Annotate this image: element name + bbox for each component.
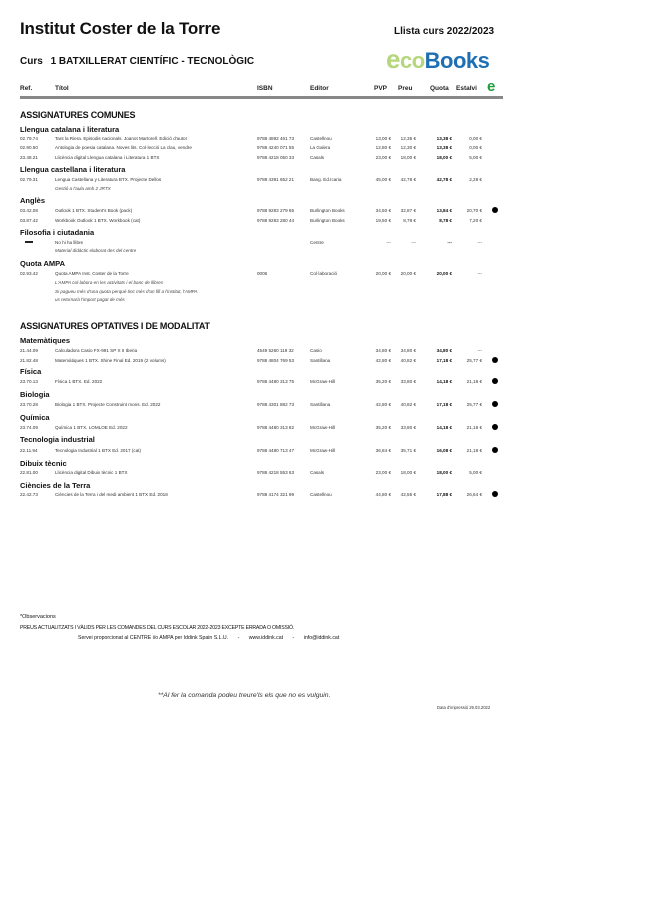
cell-estalvi: 0,00 €: [469, 145, 482, 150]
cell-ref: 23.48.21: [20, 155, 38, 160]
cell-preu: 42,55 €: [400, 492, 416, 497]
cell-quota: 17,88 €: [436, 492, 452, 497]
subject-title: Química: [20, 413, 50, 422]
cell-pvp: 35,20 €: [375, 425, 391, 430]
logo-e: e: [386, 44, 400, 74]
header-rule: [20, 96, 503, 99]
row-note: L'AMPA col·labora en les activitats i el banc de llibres: [55, 280, 164, 285]
cell-ref: 23.70.28: [20, 402, 38, 407]
cell-pvp: ---: [386, 240, 391, 245]
service-web-link[interactable]: www.iddink.cat: [248, 635, 284, 641]
savings-dot-icon: [492, 401, 498, 407]
cell-ref: 21.82.48: [20, 358, 38, 363]
cell-preu: 42,78 €: [400, 177, 416, 182]
column-header-pvp: PVP: [374, 85, 388, 92]
cell-estalvi: ---: [477, 271, 482, 276]
cell-quota: 34,80 €: [436, 348, 452, 353]
cell-isbn: 9788 4480 313 75: [257, 379, 295, 384]
cell-editor: Bang. Ed.Icaria: [310, 177, 342, 182]
savings-dot-icon: [492, 378, 498, 384]
cell-editor: McGraw-Hill: [310, 448, 336, 453]
book-row: [20, 155, 510, 163]
subject-title: Tecnologia industrial: [20, 435, 95, 444]
column-header-quota: Quota: [430, 85, 449, 92]
cell-preu: 18,00 €: [400, 155, 416, 160]
cell-editor: Centre: [310, 240, 324, 245]
column-header-editor: Editor: [310, 85, 329, 92]
savings-dot-icon: [492, 447, 498, 453]
cell-estalvi: 25,77 €: [466, 402, 482, 407]
cell-title: Matemàtiques 1 BTX. Shine Final Ed. 2019 (2 volums): [55, 358, 166, 363]
cell-ref: 22.81.00: [20, 470, 38, 475]
cell-estalvi: 5,00 €: [469, 155, 482, 160]
cell-estalvi: 21,18 €: [466, 425, 482, 430]
cell-preu: 20,00 €: [400, 271, 416, 276]
cell-pvp: 20,00 €: [375, 271, 391, 276]
cell-isbn: 9788 4892 461 73: [257, 136, 295, 141]
cell-isbn: 9788 4804 769 53: [257, 358, 295, 363]
cell-isbn: 9788 4240 071 55: [257, 145, 295, 150]
no-book-dash-icon: [25, 241, 33, 243]
cell-preu: 40,82 €: [400, 358, 416, 363]
service-separator: -: [292, 635, 295, 641]
cell-pvp: 12,80 €: [375, 145, 391, 150]
cell-editor: La Galera: [310, 145, 331, 150]
service-text: Servei proporcionat al CENTRE i/o AMPA per Iddink Spain S.L.U.: [78, 635, 229, 641]
book-row: [20, 348, 510, 356]
book-row: [20, 208, 510, 216]
cell-pvp: 36,84 €: [375, 448, 391, 453]
book-row: [20, 425, 510, 433]
cell-ref: 22.11.94: [20, 448, 38, 453]
column-header-preu: Preu: [398, 85, 413, 92]
cell-editor: Casals: [310, 155, 325, 160]
cell-quota: 13,84 €: [436, 208, 452, 213]
book-row: [20, 271, 510, 279]
book-row: [20, 240, 510, 248]
cell-editor: Casals: [310, 470, 325, 475]
course-heading: [20, 56, 254, 67]
cell-ref: 02.93.42: [20, 271, 38, 276]
cell-title: Biologia 1 BTX. Projecte Construint mons. Ed. 2022: [55, 402, 161, 407]
cell-quota: 18,00 €: [436, 470, 452, 475]
cell-estalvi: 25,77 €: [466, 358, 482, 363]
cell-quota: 16,08 €: [436, 448, 452, 453]
cell-preu: 12,35 €: [400, 136, 416, 141]
course-name: 1 BATXILLERAT CIENTÍFIC - TECNOLÒGIC: [50, 56, 255, 67]
cell-quota: 18,00 €: [436, 155, 452, 160]
cell-ref: 21.44.09: [20, 348, 38, 353]
cell-title: Física 1 BTX. Ed. 2022: [55, 379, 103, 384]
row-note: us retornarà l'import pagat de més: [55, 297, 125, 302]
row-note: Gestió a l'aula amb 2 JRTX: [55, 186, 111, 191]
cell-title: Outlook 1 BTX. Student's Book (pack): [55, 208, 133, 213]
school-title: Institut Coster de la Torre: [20, 19, 221, 38]
logo-co: co: [399, 48, 425, 73]
cell-estalvi: 26,64 €: [466, 492, 482, 497]
cell-isbn: 9788 4218 050 33: [257, 155, 295, 160]
cell-title: Lengua Castellana y Literatura BTX. Projecte Dellos: [55, 177, 162, 182]
subject-title: Quota AMPA: [20, 259, 65, 268]
row-note: Si pagueu més d'una quota perquè tinc més d'un fill a l'institut, l'AMPA: [55, 289, 198, 294]
comanda-note: **Al fer la comanda podeu treure'ls els que no es vulguin.: [158, 692, 331, 699]
row-note: Material didàctic elaborat des del centre: [55, 248, 137, 253]
cell-ref: 02.90.50: [20, 145, 38, 150]
book-row: [20, 177, 510, 185]
subject-title: Dibuix tècnic: [20, 459, 67, 468]
book-row: [20, 470, 510, 478]
cell-ref: 23.74.09: [20, 425, 38, 430]
savings-dot-icon: [492, 207, 498, 213]
cell-ref: 22.42.73: [20, 492, 38, 497]
cell-title: Llicència digital Dibuix tècnic 1 BTX: [55, 470, 128, 475]
cell-isbn: 9788 4174 321 99: [257, 492, 295, 497]
subject-title: Matemàtiques: [20, 336, 71, 345]
cell-quota: 17,18 €: [436, 402, 452, 407]
course-label: Curs: [20, 56, 43, 67]
cell-estalvi: 21,18 €: [466, 379, 482, 384]
cell-quota: 42,78 €: [436, 177, 452, 182]
cell-isbn: 9788 4301 882 73: [257, 402, 295, 407]
cell-preu: 33,80 €: [400, 379, 416, 384]
cell-estalvi: ---: [477, 240, 482, 245]
book-row: [20, 358, 510, 366]
cell-title: Calculadora Casio FX-991 SP X II Iberia: [55, 348, 138, 353]
cell-preu: 40,82 €: [400, 402, 416, 407]
observations-line: PREUS ACTUALITZATS I VÀLIDS PER LES COMANDES DEL CURS ESCOLAR 2022-2023 EXCEPTE ERRADA O OMISSIÓ.: [20, 625, 295, 631]
cell-editor: Santillana: [310, 402, 331, 407]
cell-pvp: 34,50 €: [375, 208, 391, 213]
book-row: [20, 145, 510, 153]
cell-quota: 13,38 €: [436, 136, 452, 141]
cell-preu: 18,00 €: [400, 470, 416, 475]
cell-isbn: 9788 9283 279 65: [257, 208, 295, 213]
book-row: [20, 402, 510, 410]
cell-pvp: 34,80 €: [375, 348, 391, 353]
book-row: [20, 136, 510, 144]
cell-preu: 32,87 €: [400, 208, 416, 213]
cell-isbn: 0006: [257, 271, 268, 276]
cell-estalvi: 7,20 €: [469, 218, 482, 223]
cell-preu: 8,78 €: [403, 218, 416, 223]
cell-title: Workbook Outlook 1 BTX. Workbook (cat): [55, 218, 141, 223]
subject-title: Llengua catalana i literatura: [20, 125, 120, 134]
subject-title: Llengua castellana i literatura: [20, 165, 126, 174]
cell-editor: McGraw-Hill: [310, 379, 336, 384]
column-header-estalvi: Estalvi: [456, 85, 477, 92]
cell-title: Ciències de la Terra i del medi ambient 1 BTX Ed. 2018: [55, 492, 168, 497]
subject-title: Filosofia i ciutadania: [20, 228, 95, 237]
cell-title: Química 1 BTX. LOMLOE Ed. 2022: [55, 425, 128, 430]
cell-pvp: 13,00 €: [375, 136, 391, 141]
section-title: ASSIGNATURES OPTATIVES I DE MODALITAT: [20, 321, 210, 331]
cell-preu: 35,71 €: [400, 448, 416, 453]
book-row: [20, 379, 510, 387]
cell-editor: Burlington Books: [310, 208, 345, 213]
column-header-ref: Ref.: [20, 85, 33, 92]
cell-preu: ---: [411, 240, 416, 245]
cell-quota: 8,78 €: [439, 218, 452, 223]
cell-estalvi: 2,28 €: [469, 177, 482, 182]
cell-pvp: 44,80 €: [375, 492, 391, 497]
service-line: [78, 635, 347, 641]
cell-pvp: 42,80 €: [375, 358, 391, 363]
cell-editor: Santillana: [310, 358, 331, 363]
cell-quota: 17,18 €: [436, 358, 452, 363]
cell-isbn: 9788 4480 313 82: [257, 425, 295, 430]
ecobooks-e-icon: e: [487, 78, 496, 95]
cell-title: Antologia de poesia catalana. Noves lits. Col·lecció La clau, vendre: [55, 145, 192, 150]
list-year: Llista curs 2022/2023: [394, 26, 495, 37]
cell-title: Quota AMPA Inst. Coster de la Torre: [55, 271, 129, 276]
cell-isbn: 4549 5260 119 32: [257, 348, 294, 353]
cell-editor: Casio: [310, 348, 322, 353]
cell-quota: 13,38 €: [436, 145, 452, 150]
cell-preu: 34,80 €: [400, 348, 416, 353]
ecobooks-logo: [386, 44, 489, 75]
cell-ref: 02.79.74: [20, 136, 38, 141]
cell-ref: 03.42.08: [20, 208, 38, 213]
cell-isbn: 9788 9283 280 44: [257, 218, 295, 223]
cell-isbn: 9788 4218 553 63: [257, 470, 295, 475]
savings-dot-icon: [492, 357, 498, 363]
column-header-title: Títol: [55, 85, 69, 92]
cell-editor: Castellnou: [310, 136, 332, 141]
cell-editor: McGraw-Hill: [310, 425, 336, 430]
cell-title: Tant la Riera. Episodis nacionals. Joanot Martorell. Edició d'autor: [55, 136, 188, 141]
cell-ref: 02.79.31: [20, 177, 38, 182]
cell-quota: 14,18 €: [436, 379, 452, 384]
subject-title: Biologia: [20, 390, 50, 399]
service-email-link[interactable]: info@iddink.cat: [303, 635, 340, 641]
book-row: [20, 218, 510, 226]
cell-title: No hi ha llibre: [55, 240, 84, 245]
section-title: ASSIGNATURES COMUNES: [20, 110, 136, 120]
cell-estalvi: 21,18 €: [466, 448, 482, 453]
cell-pvp: 23,00 €: [375, 470, 391, 475]
cell-estalvi: ---: [477, 348, 482, 353]
column-header-isbn: ISBN: [257, 85, 273, 92]
cell-preu: 33,80 €: [400, 425, 416, 430]
savings-dot-icon: [492, 424, 498, 430]
cell-pvp: 23,00 €: [375, 155, 391, 160]
cell-editor: Burlington Books: [310, 218, 345, 223]
book-row: [20, 492, 510, 500]
cell-estalvi: 5,00 €: [469, 470, 482, 475]
cell-ref: 03.87.42: [20, 218, 38, 223]
cell-title: Llicència digital Llengua catalana i Literatura 1 BTX: [55, 155, 160, 160]
cell-isbn: 9788 4391 652 21: [257, 177, 295, 182]
observations-title: *Observacions: [20, 614, 56, 620]
cell-pvp: 42,80 €: [375, 402, 391, 407]
cell-estalvi: 0,00 €: [469, 136, 482, 141]
cell-quota: ---: [447, 240, 452, 245]
cell-estalvi: 20,70 €: [466, 208, 482, 213]
logo-books: Books: [424, 48, 490, 73]
savings-dot-icon: [492, 491, 498, 497]
cell-quota: 20,00 €: [436, 271, 452, 276]
print-date: Data d'impressió 29.03.2022: [437, 705, 491, 710]
subject-title: Ciències de la Terra: [20, 481, 91, 490]
cell-pvp: 45,00 €: [375, 177, 391, 182]
cell-editor: Castellnou: [310, 492, 332, 497]
cell-pvp: 35,20 €: [375, 379, 391, 384]
book-row: [20, 448, 510, 456]
cell-preu: 12,30 €: [400, 145, 416, 150]
cell-pvp: 19,50 €: [375, 218, 391, 223]
cell-isbn: 9788 4480 713 47: [257, 448, 295, 453]
cell-title: Tecnologia Industrial 1 BTX Ed. 2017 (cat): [55, 448, 142, 453]
subject-title: Física: [20, 367, 42, 376]
cell-quota: 14,18 €: [436, 425, 452, 430]
cell-editor: Col·laboració: [310, 271, 338, 276]
service-separator: -: [237, 635, 240, 641]
subject-title: Anglès: [20, 196, 46, 205]
cell-ref: 23.70.13: [20, 379, 38, 384]
